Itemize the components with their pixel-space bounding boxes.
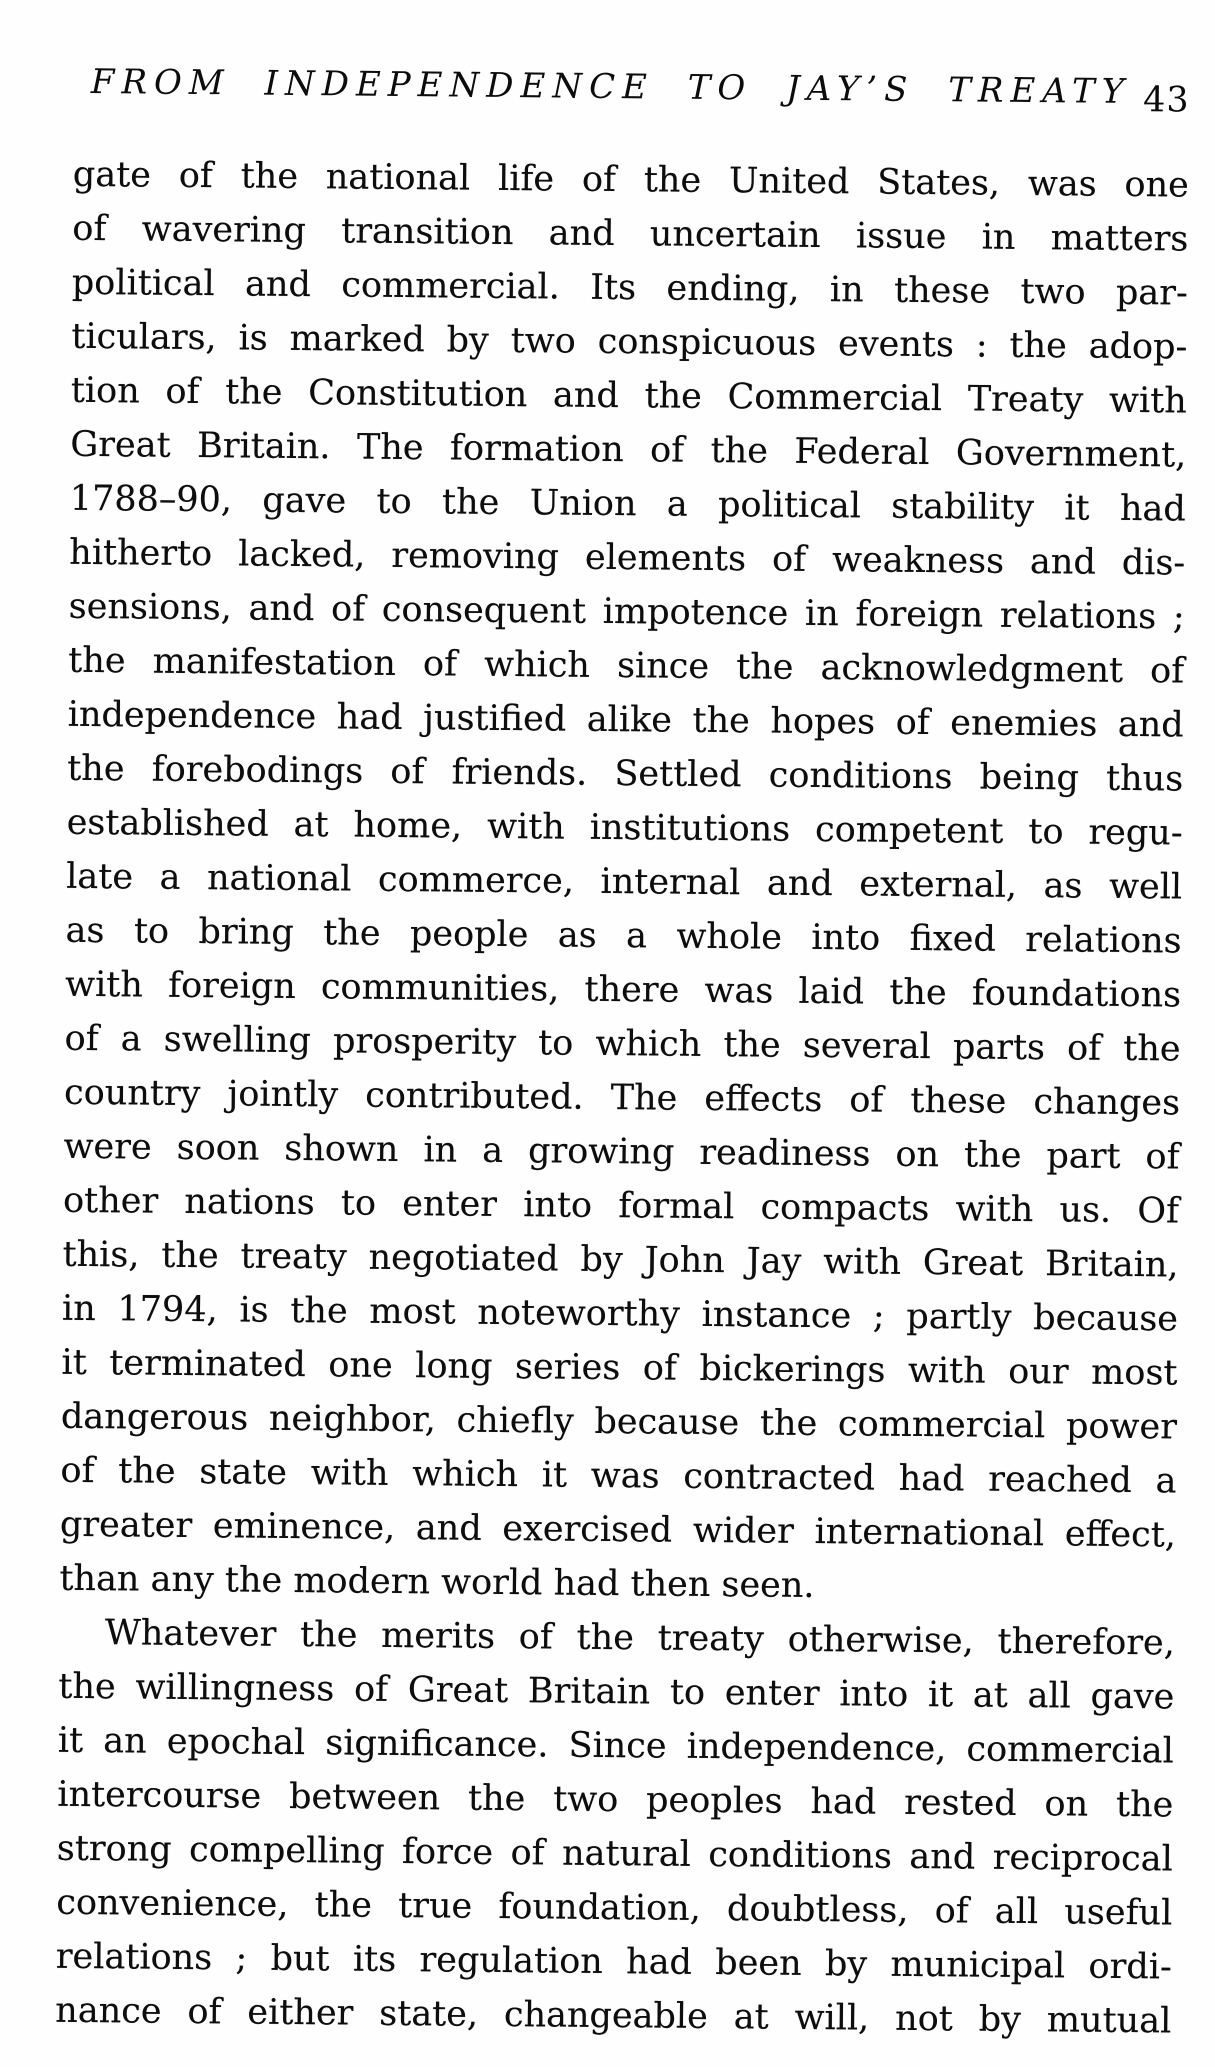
text-line: late a national commerce, internal and external, as well [65, 856, 1183, 908]
text-line: this, the treaty negotiated by John Jay with Great Britain, [62, 1234, 1179, 1286]
text-line: gate of the national life of the United States, was one [72, 154, 1190, 206]
text-line: the forebodings of friends. Settled conditions being thus [67, 748, 1184, 800]
running-header [74, 62, 1190, 119]
paragraph [59, 148, 1189, 1617]
text-line: Whatever the merits of the treaty otherwise, therefore, [104, 1613, 1176, 1664]
text-line: of a swelling prosperity to which the several parts of the [64, 1018, 1181, 1070]
text-line: it an epochal significance. Since independence, commercial [57, 1720, 1175, 1772]
text-line: established at home, with institutions competent to regu- [66, 802, 1183, 854]
text-line: 1788–90, gave to the Union a political stability it had [69, 478, 1186, 530]
text-line: sensions, and of consequent impotence in foreign relations ; [68, 586, 1185, 638]
text-line: as to bring the people as a whole into fixed relations [65, 910, 1182, 962]
text-line: of the state with which it was contracted had reached a [60, 1450, 1177, 1502]
text-line: strong compelling force of natural conditions and reciprocal [56, 1828, 1173, 1880]
page-header-title: FROM INDEPENDENCE TO JAY’S TREATY [90, 61, 1132, 112]
page-content [55, 62, 1190, 2049]
body-text [55, 148, 1189, 2049]
text-line: in 1794, is the most noteworthy instance ; partly because [61, 1288, 1179, 1340]
text-line: it terminated one long series of bickerings with our most [61, 1342, 1178, 1394]
text-line: than any the modern world had then seen. [59, 1558, 815, 1606]
text-line: the willingness of Great Britain to enter into it at all gave [58, 1666, 1175, 1718]
text-line: nance of either state, changeable at will, not by mutual [55, 1990, 1172, 2042]
text-line: other nations to enter into formal compacts with us. Of [62, 1180, 1180, 1232]
text-line: greater eminence, and exercised wider international effect, [59, 1504, 1177, 1556]
paragraph [55, 1606, 1175, 2049]
text-line: relations ; but its regulation had been by municipal ordi- [55, 1936, 1172, 1988]
text-line: ticulars, is marked by two conspicuous events : the adop- [71, 316, 1188, 368]
text-line: convenience, the true foundation, doubtless, of all useful [56, 1882, 1173, 1934]
text-line: were soon shown in a growing readiness on the part of [63, 1126, 1180, 1178]
text-line: independence had justified alike the hopes of enemies and [67, 694, 1184, 746]
text-line: tion of the Constitution and the Commercial Treaty with [70, 370, 1187, 422]
text-line: intercourse between the two peoples had rested on the [57, 1774, 1174, 1826]
text-line: with foreign communities, there was laid the foundations [64, 964, 1182, 1016]
text-line: Great Britain. The formation of the Federal Government, [70, 424, 1187, 476]
page-number: 43 [1142, 80, 1190, 121]
text-line: of wavering transition and uncertain issue in matters [72, 208, 1189, 260]
text-line: hitherto lacked, removing elements of weakness and dis- [69, 532, 1186, 584]
text-line: country jointly contributed. The effects of these changes [63, 1072, 1181, 1124]
text-line: dangerous neighbor, chiefly because the commercial power [60, 1396, 1178, 1448]
text-line: the manifestation of which since the acknowledgment of [68, 640, 1185, 692]
text-line: political and commercial. Its ending, in these two par- [71, 262, 1189, 314]
